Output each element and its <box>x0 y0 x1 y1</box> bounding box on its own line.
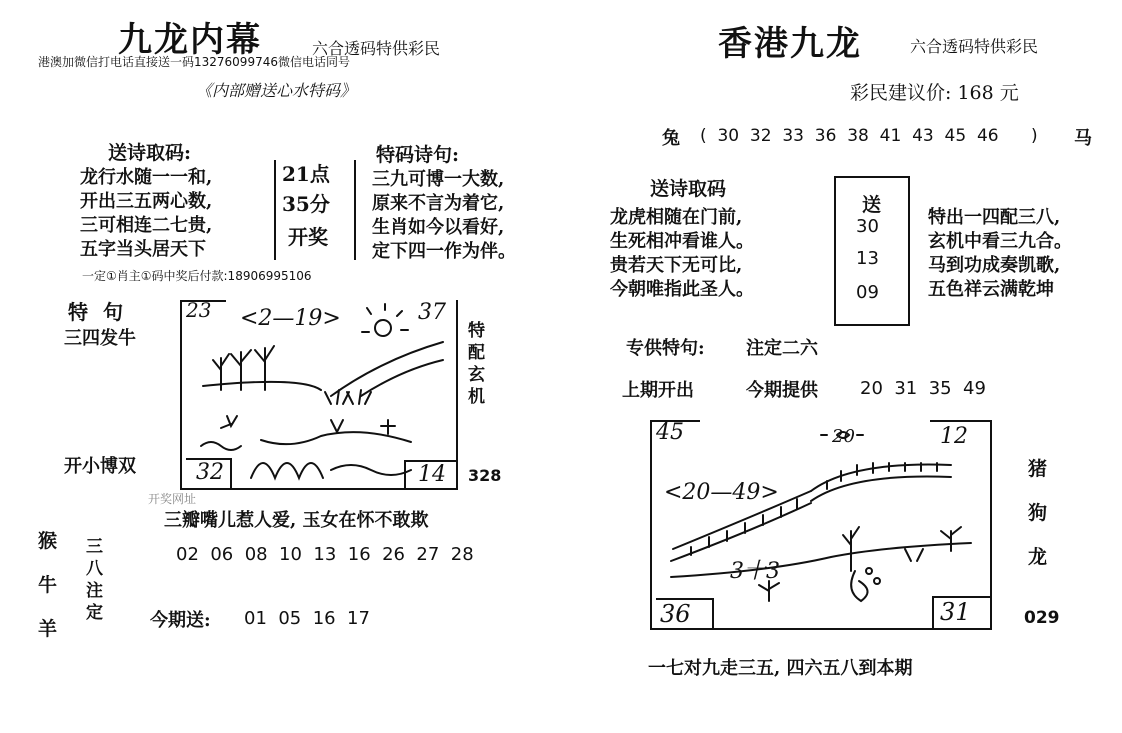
this-numbers: 20 31 35 49 <box>860 378 986 399</box>
rabbit-numbers: ( 30 32 33 36 38 41 43 45 46 ) <box>700 126 1038 146</box>
gift-line: 《内部赠送心水特码》 <box>196 81 357 100</box>
last-label: 上期开出 <box>622 380 694 401</box>
pic-number: 31 <box>940 598 971 626</box>
price: 彩民建议价: 168 元 <box>850 82 1019 104</box>
pic-center: 3十3 <box>730 559 780 584</box>
zodiac-left <box>38 526 62 658</box>
zodiac-char: 猴 <box>38 530 58 552</box>
send-label: 送 <box>862 194 882 216</box>
right-poem <box>610 206 754 302</box>
today-label: 今期送: <box>150 610 211 631</box>
poem-line: 生肖如今以看好, <box>372 217 505 238</box>
poem-line: 特出一四配三八, <box>928 207 1061 228</box>
sketch-frame-bottom <box>180 488 458 490</box>
left-title: 九龙内幕 <box>118 20 262 60</box>
tejue-text: 三四发牛 <box>64 328 136 349</box>
right-footer: 一七对九走三五, 四六五八到本期 <box>648 658 913 679</box>
pic-number: 32 <box>196 460 224 485</box>
pic-number: 14 <box>418 462 446 487</box>
this-label: 今期提供 <box>746 380 818 401</box>
right-poem2 <box>928 206 1072 302</box>
zodiac-char: 猪 <box>1028 458 1048 480</box>
right-sketch-drawing <box>651 421 989 627</box>
side-char: 机 <box>468 387 485 407</box>
left-poem <box>80 166 212 262</box>
poem-line: 三可相连二七贵, <box>80 215 213 236</box>
note-char: 八 <box>86 559 103 579</box>
right-title: 香港九龙 <box>718 24 862 64</box>
zodiac-char: 狗 <box>1028 502 1048 524</box>
side-number: 029 <box>1024 608 1060 628</box>
poem-line: 玄机中看三九合。 <box>928 231 1072 252</box>
send-number: 13 <box>856 248 879 269</box>
poem-line: 马到功成奏凯歌, <box>928 255 1061 276</box>
pic-number: 45 <box>656 420 684 445</box>
divider <box>274 160 276 260</box>
left-verse: 三瓣嘴儿惹人爱, 玉女在怀不敢欺 <box>164 510 429 531</box>
side-number: 328 <box>468 466 502 485</box>
pic-number: 20 <box>832 426 855 447</box>
right-poem-heading: 送诗取码 <box>650 178 727 200</box>
horse-label: 马 <box>1074 128 1092 149</box>
poem-line: 开出三五两心数, <box>80 191 213 212</box>
rabbit-label: 兔 <box>662 128 680 149</box>
side-char: 配 <box>468 343 485 363</box>
poem-line: 定下四一作为伴。 <box>372 241 516 262</box>
side-vertical-text <box>468 320 488 408</box>
divider <box>354 160 356 260</box>
note-char: 定 <box>86 603 103 623</box>
left-subtitle: 六合透码特供彩民 <box>312 39 441 58</box>
pic-number: 12 <box>940 424 968 449</box>
note-char: 三 <box>86 537 103 557</box>
pic-range: <2—19> <box>240 306 341 331</box>
poem-line: 今朝唯指此圣人。 <box>610 279 754 300</box>
poem-line: 生死相冲看谁人。 <box>610 231 754 252</box>
pic-number: 37 <box>418 300 446 325</box>
bet-label: 开小博双 <box>64 456 136 477</box>
right-subtitle: 六合透码特供彩民 <box>910 37 1039 56</box>
pay-line: 一定①肖主①码中奖后付款:18906995106 <box>82 269 312 283</box>
poem-line: 五色祥云满乾坤 <box>928 279 1054 300</box>
faint-note: 开奖网址 <box>148 492 197 506</box>
special-label: 专供特句: <box>626 338 705 359</box>
number-list: 02 06 08 10 13 16 26 27 28 <box>176 544 474 565</box>
poem-line: 龙虎相随在门前, <box>610 207 743 228</box>
poem-line: 三九可博一大数, <box>372 169 505 190</box>
left-sketch-drawing <box>181 300 457 488</box>
poem-line: 原来不言为着它, <box>372 193 505 214</box>
note-char: 注 <box>86 581 103 601</box>
special-text: 注定二六 <box>746 338 818 359</box>
poem-line: 五字当头居天下 <box>80 239 206 260</box>
side-char: 特 <box>468 321 485 341</box>
zodiac-char: 牛 <box>38 574 58 596</box>
pic-range: <20—49> <box>664 480 779 505</box>
pic-number: 36 <box>660 600 691 628</box>
send-number: 30 <box>856 216 879 237</box>
time-line: 开奖 <box>288 225 328 249</box>
send-number: 09 <box>856 282 879 303</box>
time-line: 21点 <box>282 162 330 186</box>
sketch-frame-right <box>990 420 992 630</box>
poem-line: 龙行水随一一和, <box>80 167 213 188</box>
zodiac-note <box>86 536 108 624</box>
draw-time <box>282 160 330 254</box>
sketch-frame-bottom <box>650 628 992 630</box>
side-char: 玄 <box>468 365 485 385</box>
tejue-label: 特 句 <box>68 300 127 324</box>
pic-number: 23 <box>186 298 212 322</box>
time-line: 35分 <box>282 192 330 216</box>
left-special-poem <box>372 168 516 264</box>
zodiac-side <box>1028 454 1052 586</box>
contact-line: 港澳加微信打电话直接送一码13276099746微信电话同号 <box>38 55 350 69</box>
zodiac-char: 羊 <box>38 618 58 640</box>
today-numbers: 01 05 16 17 <box>244 608 370 629</box>
left-special-heading: 特码诗句: <box>376 144 460 166</box>
poem-line: 贵若天下无可比, <box>610 255 743 276</box>
zodiac-char: 龙 <box>1028 546 1048 568</box>
left-poem-heading: 送诗取码: <box>108 142 192 164</box>
